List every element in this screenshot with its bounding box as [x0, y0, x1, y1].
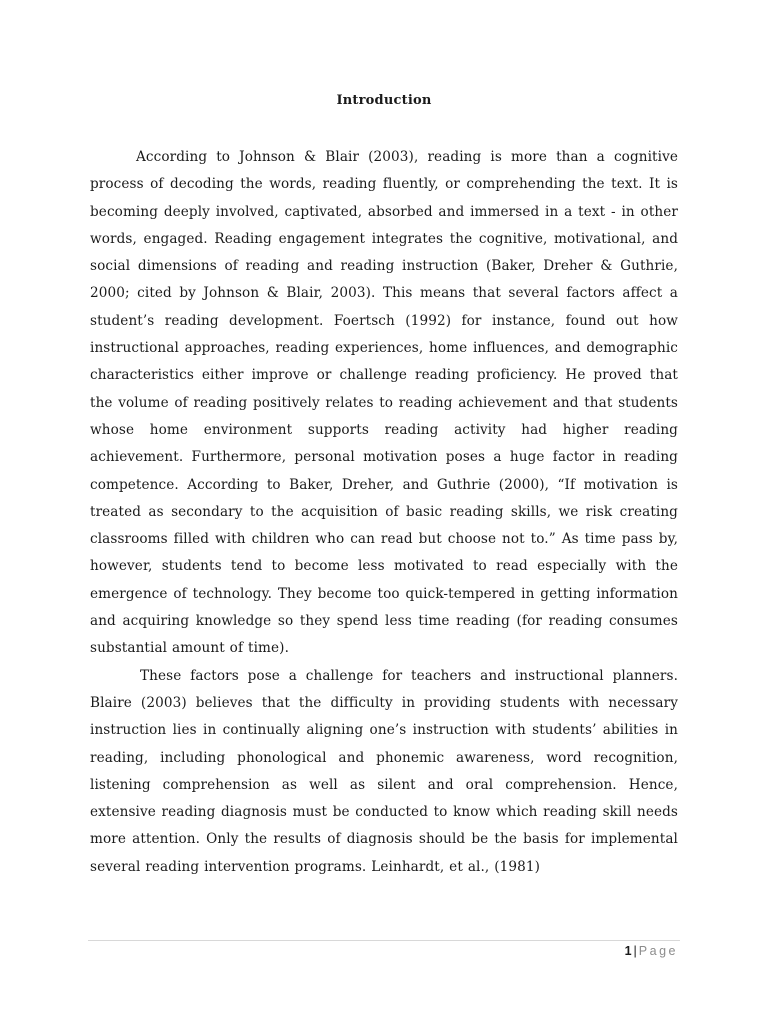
- page-number: 1: [624, 944, 632, 958]
- document-body: [90, 144, 678, 881]
- page-footer: [625, 944, 678, 958]
- page-separator: |: [633, 944, 637, 958]
- paragraph-1: According to Johnson & Blair (2003), reading is more than a cognitive process of decoding the words, reading fluently, or comprehending the text. It is becoming deeply involved, captivated, absorbed and immersed in a text - in other words, engaged. Reading engagement integrates the cognitive, motivational, and social dimensions of reading and reading instruction (Baker, Dreher & Guthrie, 2000; cited by Johnson & Blair, 2003). This means that several factors affect a student’s reading development. Foertsch (1992) for instance, found out how instructional approaches, reading experiences, home influences, and demographic characteristics either improve or challenge reading proficiency. He proved that the volume of reading positively relates to reading achievement and that students whose home environment supports reading activity had higher reading achievement. Furthermore, personal motivation poses a huge factor in reading competence. According to Baker, Dreher, and Guthrie (2000), “If motivation is treated as secondary to the acquisition of basic reading skills, we risk creating classrooms filled with children who can read but choose not to.” As time pass by, however, students tend to become less motivated to read especially with the emergence of technology. They become too quick-tempered in getting information and acquiring knowledge so they spend less time reading (for reading consumes substantial amount of time).: [90, 149, 678, 657]
- footer-divider: [88, 940, 680, 941]
- document-title: Introduction: [336, 93, 432, 108]
- page-label: Page: [638, 944, 678, 958]
- paragraph-2: These factors pose a challenge for teachers and instructional planners. Blaire (2003) believes that the difficulty in providing students with necessary instruction lies in continually aligning one’s instruction with students’ abilities in reading, including phonological and phonemic awareness, word recognition, listening comprehension as well as silent and oral comprehension. Hence, extensive reading diagnosis must be conducted to know which reading skill needs more attention. Only the results of diagnosis should be the basis for implemental several reading intervention programs. Leinhardt, et al., (1981): [90, 667, 678, 875]
